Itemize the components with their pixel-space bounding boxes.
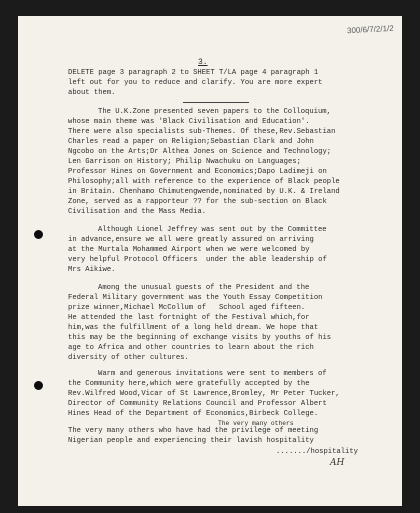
- text-line: in Britain. Chenhamo Chimutengwende,nominated by U.K. & Ireland: [68, 188, 340, 196]
- text-line: diversity of other cultures.: [68, 354, 189, 362]
- text-line: at the Murtala Mohammed Airport when we were welcomed by: [68, 246, 310, 254]
- text-line: The very many others who have had the privilege of meeting: [68, 427, 319, 435]
- text-line: in advance,ensure we all were greatly assured on arriving: [68, 236, 314, 244]
- text-line: him,was the fulfillment of a long held dream. We hope that: [68, 324, 319, 332]
- text-line: Hines Head of the Department of Economics,Birbeck College.: [68, 410, 319, 418]
- text-line: Federal Military government was the Youth Essay Competition: [68, 294, 323, 302]
- text-line: left out for you to reduce and clarify. You are more expert: [68, 79, 323, 87]
- punch-hole-top: [34, 230, 43, 239]
- text-line: this may be the beginning of exchange visits by youths of his: [68, 334, 332, 342]
- text-line: ......./hospitality: [276, 448, 358, 456]
- text-line: Nigerian people and experiencing their lavish hospitality: [68, 437, 314, 445]
- text-line: the Community here,which were gratefully accepted by the: [68, 380, 310, 388]
- separator-rule: [183, 102, 249, 103]
- text-line: about them.: [68, 89, 116, 97]
- text-line: Philosophy;all with reference to the experience of Black people: [68, 178, 340, 186]
- text-line: Warm and generous invitations were sent to members of: [98, 370, 327, 378]
- page-number: 3.: [198, 58, 208, 67]
- text-line: whose main theme was 'Black Civilisation and Education'.: [68, 118, 310, 126]
- text-line: The U.K.Zone presented seven papers to the Colloquium,: [98, 108, 331, 116]
- text-line: very helpful Protocol Officers under the able leadership of: [68, 256, 327, 264]
- text-line: Zone, served as a rapporteur ?? for the sub-section on Black: [68, 198, 327, 206]
- text-line: Director of Community Relations Council and Professor Albert: [68, 400, 327, 408]
- archive-reference: 300/6/7/2/1/2: [347, 23, 395, 36]
- handwritten-signature: AH: [330, 458, 345, 468]
- text-line: Among the unusual guests of the President and the: [98, 284, 310, 292]
- text-line: Civilisation and the Mass Media.: [68, 208, 207, 216]
- document-page: [18, 16, 402, 506]
- punch-hole-bottom: [34, 381, 43, 390]
- inserted-annotation: The very many others: [218, 420, 294, 427]
- text-line: age to Africa and other countries to learn about the rich: [68, 344, 314, 352]
- text-line: There were also specialists sub-Themes. Of these,Rev.Sebastian: [68, 128, 336, 136]
- text-line: Although Lionel Jeffrey was sent out by the Committee: [98, 226, 327, 234]
- text-line: Ngcobo on the Arts;Dr Althea Jones on Science and Technology;: [68, 148, 332, 156]
- text-line: He attended the last fortnight of the Festival which,for: [68, 314, 310, 322]
- text-line: Professor Hines on Government and Economics;Dapo Ladimeji on: [68, 168, 327, 176]
- text-line: prize winner,Michael McCollum of School aged fifteen.: [68, 304, 306, 312]
- text-line: Mrs Aikiwe.: [68, 266, 116, 274]
- text-line: Rev.Wilfred Wood,Vicar of St Lawrence,Bromley, Mr Peter Tucker,: [68, 390, 340, 398]
- text-line: Len Garrison on History; Philip Nwachuku on Languages;: [68, 158, 301, 166]
- text-line: Charles read a paper on Religion;Sebastian Clark and John: [68, 138, 314, 146]
- text-line: DELETE page 3 paragraph 2 to SHEET T/LA page 4 paragraph 1: [68, 69, 319, 77]
